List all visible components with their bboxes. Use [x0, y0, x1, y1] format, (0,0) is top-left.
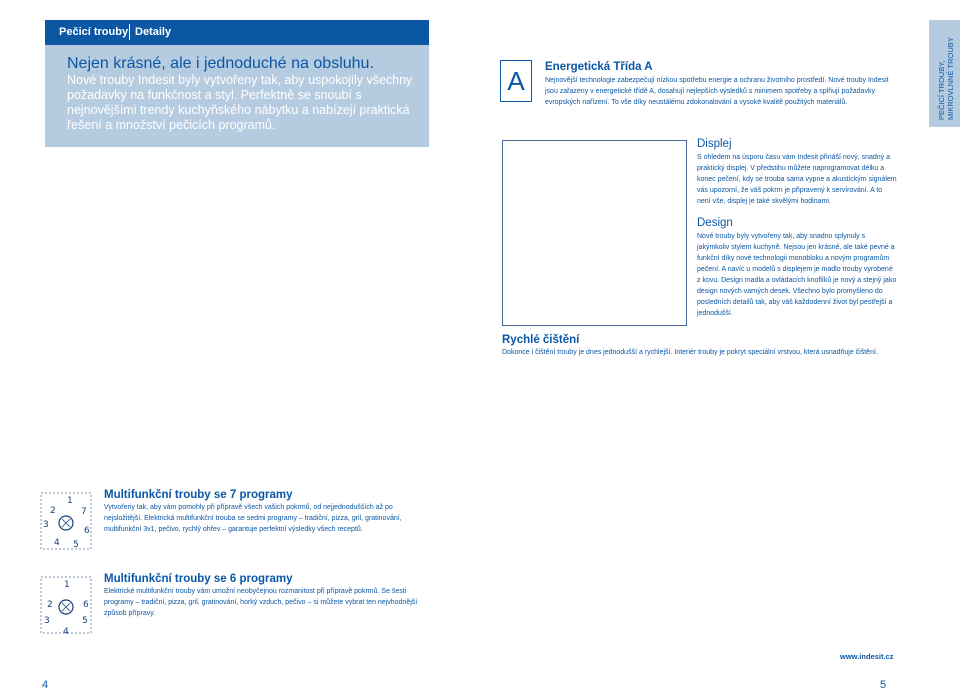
energy-class-badge: A — [500, 60, 532, 102]
side-category-tab — [929, 20, 960, 127]
quick-clean-title: Rychlé čištění — [502, 334, 580, 346]
seven-programs-icon — [40, 492, 92, 550]
page-title: Nejen krásné, ale i jednoduché na obsluhu. — [67, 55, 374, 72]
svg-text:3: 3 — [44, 616, 50, 626]
svg-text:2: 2 — [50, 506, 56, 516]
svg-text:5: 5 — [73, 540, 79, 550]
product-image-frame — [502, 140, 687, 326]
six-programs-icon — [40, 576, 92, 634]
tab-details[interactable]: Detaily — [135, 26, 172, 38]
website-link[interactable]: www.indesit.cz — [840, 652, 894, 661]
design-text: Nové trouby byly vytvořeny tak, aby snadno splynuly s jakýmkoliv stylem kuchyně. Nejsou jen krásné, ale také pevné a funkční díky nové technologii monobloku a novým programům pečení. A navíc u modelů s displejem je madlo trouby vyrobené z kovu. Design madla a ovládacích knoflíků je nový a stejný jako design nových varných desek. Všechno bylo promyšleno do posledních detailů tak, aby váš každodenní život byl pestřejší a jednodušší. — [697, 233, 897, 317]
svg-text:1: 1 — [67, 496, 73, 506]
display-title: Displej — [697, 138, 732, 150]
svg-text:3: 3 — [43, 520, 49, 530]
seven-programs-title: Multifunkční trouby se 7 programy — [104, 489, 293, 501]
svg-text:6: 6 — [84, 526, 90, 536]
six-programs-text: Elektrické multifunkční trouby vám umožní neobyčejnou rozmanitost při přípravě pokrmů. Se šesti programy – tradiční, pizza, gril, gratinování, horký vzduch, pečivo – si můžete vybrat ten nejvhodnější způsob přípravy. — [104, 588, 418, 617]
quick-clean-text: Dokonce i čištění trouby je dnes jednodušší a rychlejší. Interiér trouby je pokryt speciální vrstvou, která usnadňuje čištění. — [502, 349, 878, 356]
seven-programs-text: Vytvořeny tak, aby vám pomohly při přípravě všech vašich pokrmů, od nejjednodušších až po nejsložitější. Elektrická multifunkční trouba se sedmi programy – tradiční, pizza, gril, gratinování, multifunkční 3v1, pečivo, rychlý ohřev – garantuje perfektní výsledky všech receptů. — [104, 504, 402, 533]
svg-text:5: 5 — [82, 616, 88, 626]
tab-ovens[interactable]: Pečicí trouby — [59, 26, 129, 38]
side-tab-label-2: MIKROVLNNÉ TROUBY — [946, 37, 955, 120]
six-programs-title: Multifunkční trouby se 6 programy — [104, 573, 293, 585]
side-tab-label-1: PEČICÍ TROUBY, — [937, 60, 946, 120]
page-number-left: 4 — [42, 679, 49, 691]
svg-text:6: 6 — [83, 600, 89, 610]
svg-text:2: 2 — [47, 600, 53, 610]
design-title: Design — [697, 217, 733, 229]
svg-text:7: 7 — [81, 507, 87, 517]
energy-text: Nejnovější technologie zabezpečují nízkou spotřebu energie a ochranu životního prostředí. Nové trouby Indesit jsou zařazeny v energetické třídě A, dosahují nejlepších výsledků s minimem spotřeby a splňují požadavky evropských nařízení. To vše díky neustálému zdokonalování a vysoké kvalitě použitých materiálů. — [545, 77, 889, 106]
page-number-right: 5 — [880, 679, 887, 691]
section-tab-bar — [45, 20, 429, 45]
display-text: S ohledem na úsporu času vám Indesit přináší nový, snadný a praktický displej. V předstihu můžete naprogramovat délku a konec pečení, kdy se trouba sama vypne a akustickým signálem vás upozorní, že váš pokrm je připravený k servírování. A to není vše, displej je také skvělými hodinami. — [697, 154, 897, 205]
svg-text:1: 1 — [64, 580, 70, 590]
intro-text: Nové trouby Indesit byly vytvořeny tak, aby uspokojily všechny požadavky na funkčnost a styl. Perfektně se snoubí s nejnovějšími trendy kuchyňského nábytku a nabízejí praktická řešení a množství pečicích programů. — [67, 73, 413, 132]
tab-separator — [129, 24, 130, 40]
energy-title: Energetická Třída A — [545, 61, 653, 73]
svg-text:4: 4 — [63, 627, 69, 634]
svg-text:4: 4 — [54, 538, 60, 548]
